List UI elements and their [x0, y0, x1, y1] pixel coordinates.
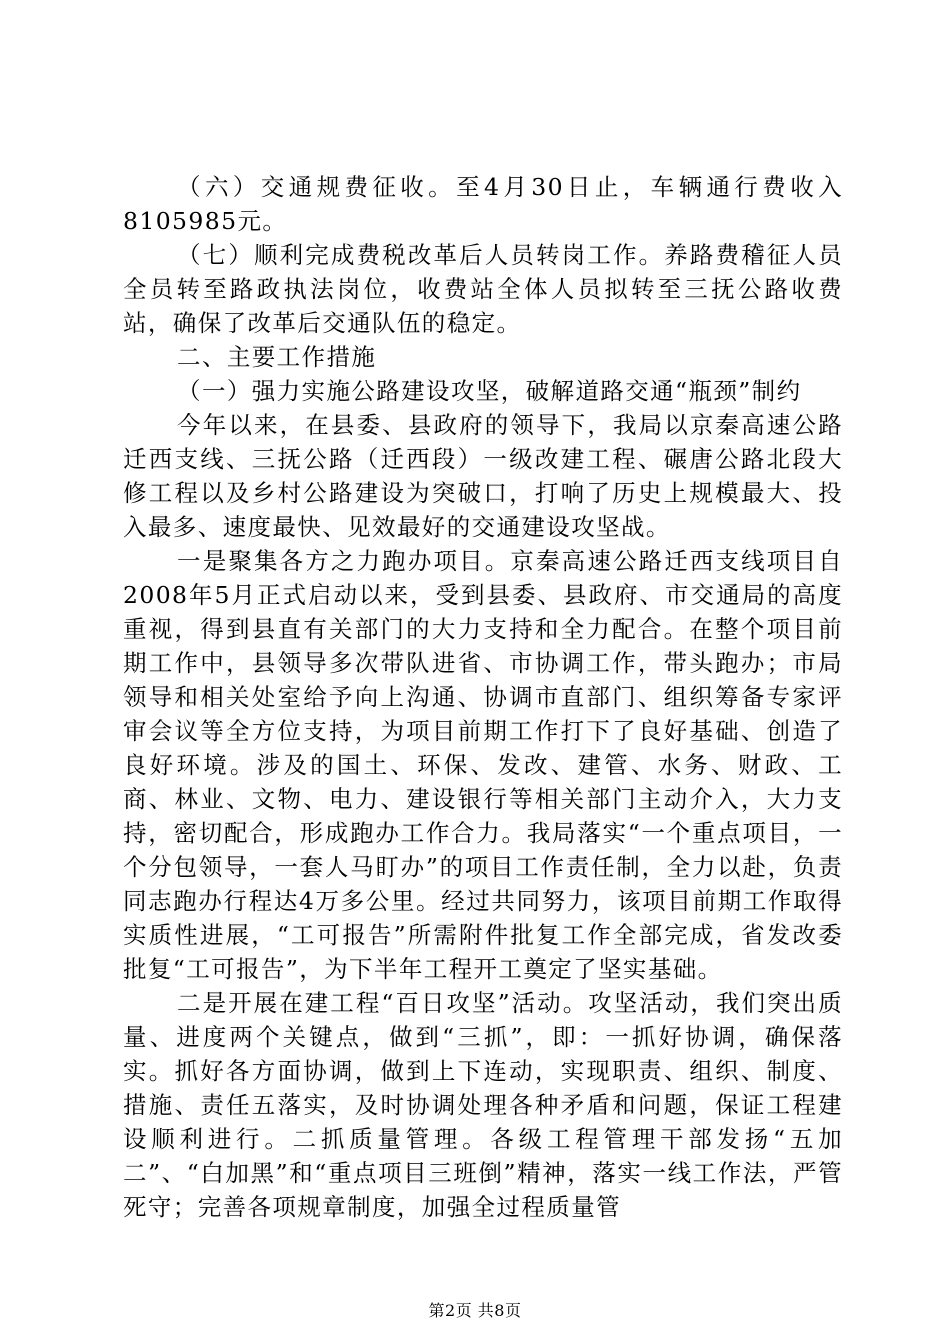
page-footer: 第2页 共8页	[428, 1301, 522, 1320]
paragraph-fee-collection: （六）交通规费征收。至4月30日止，车辆通行费收入8105985元。	[123, 173, 843, 235]
paragraph-project-push: 一是聚集各方之力跑办项目。京秦高速公路迁西支线项目自2008年5月正式启动以来，受到县委、县政府、市交通局的高度重视，得到县直有关部门的大力支持和全力配合。在整个项目前期工作中，县领导多次带队进省、市协调工作，带头跑办；市局领导和相关处室给予向上沟通、协调市直部门、组织筹备专家评审会议等全方位支持，为项目前期工作打下了良好基础、创造了良好环境。涉及的国土、环保、发改、建管、水务、财政、工商、林业、文物、电力、建设银行等相关部门主动介入，大力支持，密切配合，形成跑办工作合力。我局落实“一个重点项目，一个分包领导，一套人马盯办”的项目工作责任制，全力以赴，负责同志跑办行程达4万多公里。经过共同努力，该项目前期工作取得实质性进展，“工可报告”所需附件批复工作全部完成，省发改委批复“工可报告”，为下半年工程开工奠定了坚实基础。	[123, 547, 843, 983]
section-heading-measures: 二、主要工作措施	[177, 343, 377, 371]
subheading-road-construction: （一）强力实施公路建设攻坚，破解道路交通“瓶颈”制约	[177, 377, 802, 405]
document-body	[123, 170, 843, 1224]
paragraph-staff-transfer: （七）顺利完成费税改革后人员转岗工作。养路费稽征人员全员转至路政执法岗位，收费站全体人员拟转至三抚公路收费站，确保了改革后交通队伍的稳定。	[123, 241, 843, 337]
paragraph-intro: 今年以来，在县委、县政府的领导下，我局以京秦高速公路迁西支线、三抚公路（迁西段）一级改建工程、碾唐公路北段大修工程以及乡村公路建设为突破口，打响了历史上规模最大、投入最多、速度最快、见效最好的交通建设攻坚战。	[123, 411, 843, 541]
paragraph-hundred-days: 二是开展在建工程“百日攻坚”活动。攻坚活动，我们突出质量、进度两个关键点，做到“三抓”，即：一抓好协调，确保落实。抓好各方面协调，做到上下连动，实现职责、组织、制度、措施、责任五落实，及时协调处理各种矛盾和问题，保证工程建设顺利进行。二抓质量管理。各级工程管理干部发扬“五加二”、“白加黑”和“重点项目三班倒”精神，落实一线工作法，严管死守；完善各项规章制度，加强全过程质量管	[123, 989, 843, 1221]
